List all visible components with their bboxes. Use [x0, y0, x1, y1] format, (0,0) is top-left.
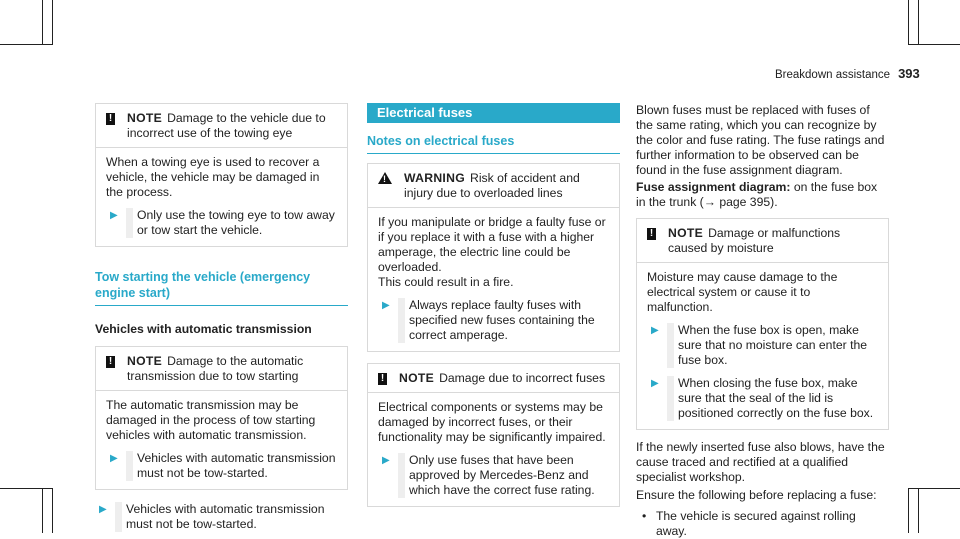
crop-mark	[908, 488, 909, 533]
step-text: When the fuse box is open, make sure that no moisture can enter the fuse box.	[667, 323, 878, 368]
step-arrow-icon: ▶	[110, 210, 118, 221]
notice-box	[95, 346, 348, 490]
warning-body: This could result in a fire.	[378, 275, 514, 289]
step-item	[95, 502, 348, 532]
step-item	[106, 208, 337, 238]
warning-body: If you manipulate or bridge a faulty fuse or if you replace it with a fuse with a higher amperage, the electric line could be overloaded.	[378, 215, 606, 274]
step-arrow-icon: ▶	[651, 325, 659, 336]
crop-mark	[42, 488, 43, 533]
step-text: Vehicles with automatic transmission must not be tow-started.	[126, 451, 337, 481]
step-arrow-icon: ▶	[382, 300, 390, 311]
crop-mark	[918, 0, 919, 45]
step-item	[378, 453, 609, 498]
step-item	[106, 451, 337, 481]
crop-mark	[908, 488, 960, 489]
page-header	[775, 66, 920, 83]
section-title: Tow starting the vehicle (emergency engine start)	[95, 269, 348, 306]
diagram-text: on the fuse box in the trunk (→ page 395).	[636, 180, 878, 209]
notice-title: Damage to the vehicle due to incorrect use of the towing eye	[127, 111, 326, 140]
notice-body: The automatic transmission may be damaged in the process of tow starting vehicles with automatic transmission.	[106, 398, 316, 442]
diagram-label: Fuse assignment diagram:	[636, 180, 791, 194]
notice-label: NOTE	[399, 371, 435, 385]
notice-body: Electrical components or systems may be damaged by incorrect fuses, or their functionality may be significantly impaired.	[378, 400, 606, 444]
notice-body: Moisture may cause damage to the electrical system or cause it to malfunction.	[647, 270, 838, 314]
notice-box	[95, 103, 348, 247]
crop-mark	[908, 0, 909, 45]
step-text: Vehicles with automatic transmission must not be tow-started.	[115, 502, 348, 532]
crop-mark	[908, 44, 960, 45]
crop-mark	[42, 0, 43, 45]
step-item	[647, 376, 878, 421]
crop-mark	[918, 488, 919, 533]
step-text: Only use fuses that have been approved by Mercedes-Benz and which have the correct fuse rating.	[398, 453, 609, 498]
bullet-text: The vehicle is secured against rolling away.	[655, 509, 856, 538]
diagram-reference	[636, 180, 889, 210]
step-arrow-icon: ▶	[651, 378, 659, 389]
notice-label: NOTE	[127, 111, 163, 125]
notice-icon: !	[106, 113, 115, 125]
section-title: Notes on electrical fuses	[367, 133, 620, 154]
step-arrow-icon: ▶	[382, 455, 390, 466]
header-title: Breakdown assistance	[775, 69, 891, 81]
notice-icon: !	[106, 356, 115, 368]
column-right	[636, 103, 889, 539]
notice-icon: !	[647, 228, 656, 240]
bullet-item	[636, 509, 889, 539]
notice-box	[636, 218, 889, 430]
warning-title: Risk of accident and injury due to overloaded lines	[404, 171, 580, 200]
notice-title: Damage to the automatic transmission due to tow starting	[127, 354, 304, 383]
notice-label: NOTE	[127, 354, 163, 368]
notice-body: When a towing eye is used to recover a vehicle, the vehicle may be damaged in the process.	[106, 155, 320, 199]
paragraph: If the newly inserted fuse also blows, have the cause traced and rectified at a qualified specialist workshop.	[636, 440, 885, 484]
notice-title: Damage due to incorrect fuses	[439, 371, 606, 385]
chapter-title: Electrical fuses	[367, 103, 620, 123]
step-item	[378, 298, 609, 343]
column-middle	[367, 103, 620, 507]
notice-label: NOTE	[668, 226, 704, 240]
column-left	[95, 103, 348, 532]
paragraph: Ensure the following before replacing a fuse:	[636, 488, 877, 502]
notice-box	[367, 363, 620, 507]
crop-mark	[0, 488, 52, 489]
warning-label: WARNING	[404, 171, 466, 185]
page-number: 393	[898, 66, 920, 81]
subsection-title: Vehicles with automatic transmission	[95, 322, 312, 336]
warning-box	[367, 163, 620, 352]
paragraph: Blown fuses must be replaced with fuses of the same rating, which you can recognize by the color and fuse rating. The fuse ratings and further information to be observed can be found in the fuse assignment diagram.	[636, 103, 885, 177]
bullet-icon: •	[642, 509, 647, 523]
step-arrow-icon: ▶	[99, 504, 107, 515]
step-text: When closing the fuse box, make sure that the seal of the lid is positioned correctly on the fuse box.	[667, 376, 878, 421]
step-arrow-icon: ▶	[110, 453, 118, 464]
step-item	[647, 323, 878, 368]
step-text: Only use the towing eye to tow away or tow start the vehicle.	[126, 208, 337, 238]
crop-mark	[52, 0, 53, 45]
crop-mark	[52, 488, 53, 533]
crop-mark	[0, 44, 52, 45]
warning-triangle-icon: !	[378, 172, 392, 184]
notice-icon: !	[378, 373, 387, 385]
notice-title: Damage or malfunctions caused by moisture	[668, 226, 841, 255]
step-text: Always replace faulty fuses with specified new fuses containing the correct amperage.	[398, 298, 609, 343]
